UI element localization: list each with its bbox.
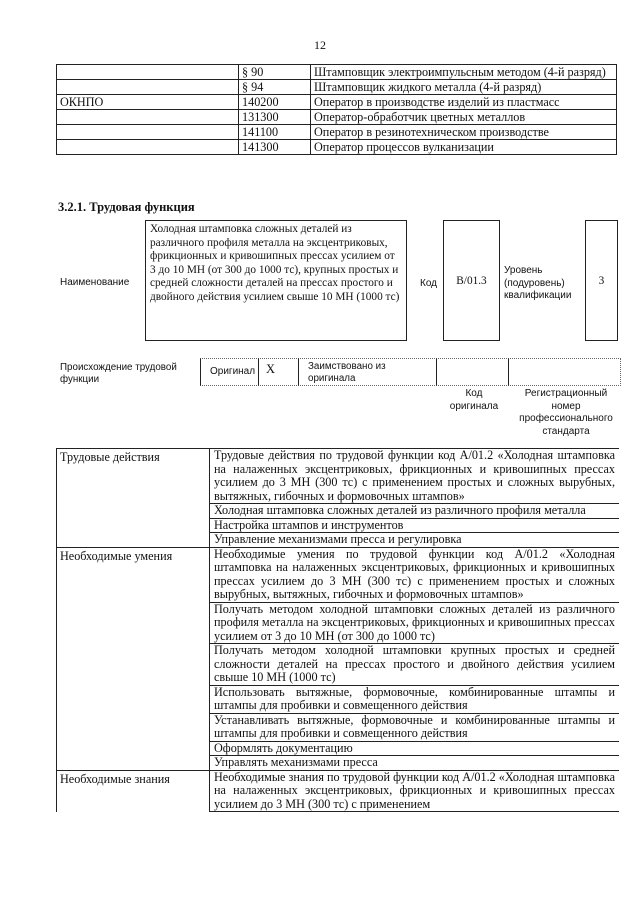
details-row <box>57 547 620 602</box>
codes-row <box>57 95 617 110</box>
codes-cell-classifier <box>57 110 239 125</box>
details-cell: Оформлять документацию <box>210 741 620 756</box>
codes-cell-name: Оператор в резинотехническом производстве <box>311 125 617 140</box>
codes-cell-classifier <box>57 125 239 140</box>
codes-cell-classifier <box>57 65 239 80</box>
function-code-label: Код <box>420 278 438 289</box>
qualification-level-box: 3 <box>585 220 618 341</box>
details-cell: Получать методом холодной штамповки крупных простых и средней сложности деталей на прессах простого и двойного действия усилием свыше 10 МН (1000 тс) <box>210 644 620 686</box>
origin-row <box>200 358 620 385</box>
details-row <box>57 770 620 812</box>
details-cell: Необходимые умения по трудовой функции код А/01.2 «Холодная штамповка на налаженных эксцентриковых, фрикционных и кривошипных прессах усилием до 3 МН (300 тс) с применением простых и сложных вырубных, вытяжных, гибочных и формовочных штампов» <box>210 547 620 602</box>
codes-cell-classifier: ОКНПО <box>57 95 239 110</box>
qualification-level-label: Уровень (подуровень) квалификации <box>504 265 572 301</box>
codes-row <box>57 65 617 80</box>
codes-cell-name: Штамповщик жидкого металла (4-й разряд) <box>311 80 617 95</box>
origin-cell-mark <box>258 358 299 386</box>
codes-cell-classifier <box>57 140 239 155</box>
function-name-label: Наименование <box>60 277 130 288</box>
original-mark: X <box>266 362 276 376</box>
details-cell: Трудовые действия по трудовой функции код А/01.2 «Холодная штамповка на налаженных эксцентриковых, фрикционных и кривошипных прессах усилием до 3 МН (300 тс) с применением простых и сложных вырубных, вытяжных, гибочных и формовочных штампов» <box>210 449 620 504</box>
details-cell: Получать методом холодной штамповки сложных деталей из различного профиля металла на эксцентриковых, фрикционных и кривошипных прессах усилием от 3 до 10 МН (от 300 до 1000 тс) <box>210 602 620 644</box>
codes-cell-code: 141300 <box>239 140 311 155</box>
codes-cell-code: 140200 <box>239 95 311 110</box>
origin-cell-code <box>436 358 509 386</box>
original-label: Оригинал <box>210 366 256 377</box>
details-cell: Управлять механизмами пресса <box>210 756 620 771</box>
borrowed-label: Заимствовано из оригинала <box>308 361 386 384</box>
codes-cell-code: 131300 <box>239 110 311 125</box>
origin-label: Происхождение трудовой функции <box>60 362 177 385</box>
details-group-heading: Трудовые действия <box>57 449 210 548</box>
codes-cell-name: Штамповщик электроимпульсным методом (4-й разряд) <box>311 65 617 80</box>
function-name-box: Холодная штамповка сложных деталей из различного профиля металла на эксцентриковых, фрикционных и кривошипных прессах усилием от 3 до 10 МН (от 300 до 1000 тс), крупных простых и средней сложности деталей на прессах простого и двойного действия усилием свыше 10 МН (1000 тс) <box>145 220 407 341</box>
codes-cell-code: 141100 <box>239 125 311 140</box>
details-cell: Необходимые знания по трудовой функции код А/01.2 «Холодная штамповка на налаженных эксцентриковых, фрикционных и кривошипных прессах усилием до 3 МН (300 тс) с применением <box>210 770 620 812</box>
codes-cell-name: Оператор-обработчик цветных металлов <box>311 110 617 125</box>
details-cell: Устанавливать вытяжные, формовочные и комбинированные штампы и штампы для пробивки и совмещенного действия <box>210 713 620 741</box>
codes-row <box>57 110 617 125</box>
details-cell: Использовать вытяжные, формовочные, комбинированные штампы и штампы для пробивки и совмещенного действия <box>210 685 620 713</box>
reg-number-label: Регистрационный номер профессионального стандарта <box>519 388 613 437</box>
codes-cell-code: § 90 <box>239 65 311 80</box>
codes-row <box>57 80 617 95</box>
codes-cell-name: Оператор в производстве изделий из пластмасс <box>311 95 617 110</box>
codes-row <box>57 125 617 140</box>
origin-cell-reg <box>508 358 621 386</box>
details-group-heading: Необходимые знания <box>57 770 210 812</box>
details-row <box>57 449 620 504</box>
function-code-box: В/01.3 <box>443 220 500 341</box>
details-cell: Холодная штамповка сложных деталей из различного профиля металла <box>210 504 620 519</box>
codes-cell-name: Оператор процессов вулканизации <box>311 140 617 155</box>
details-cell: Управление механизмами пресса и регулировка <box>210 533 620 548</box>
codes-row <box>57 140 617 155</box>
details-group-heading: Необходимые умения <box>57 547 210 770</box>
codes-table <box>56 64 617 155</box>
details-cell: Настройка штампов и инструментов <box>210 518 620 533</box>
codes-cell-code: § 94 <box>239 80 311 95</box>
section-title: 3.2.1. Трудовая функция <box>58 200 195 214</box>
codes-cell-classifier <box>57 80 239 95</box>
function-details-table <box>56 448 619 812</box>
code-original-label: Код оригинала <box>449 388 499 412</box>
page-number: 12 <box>314 38 326 52</box>
